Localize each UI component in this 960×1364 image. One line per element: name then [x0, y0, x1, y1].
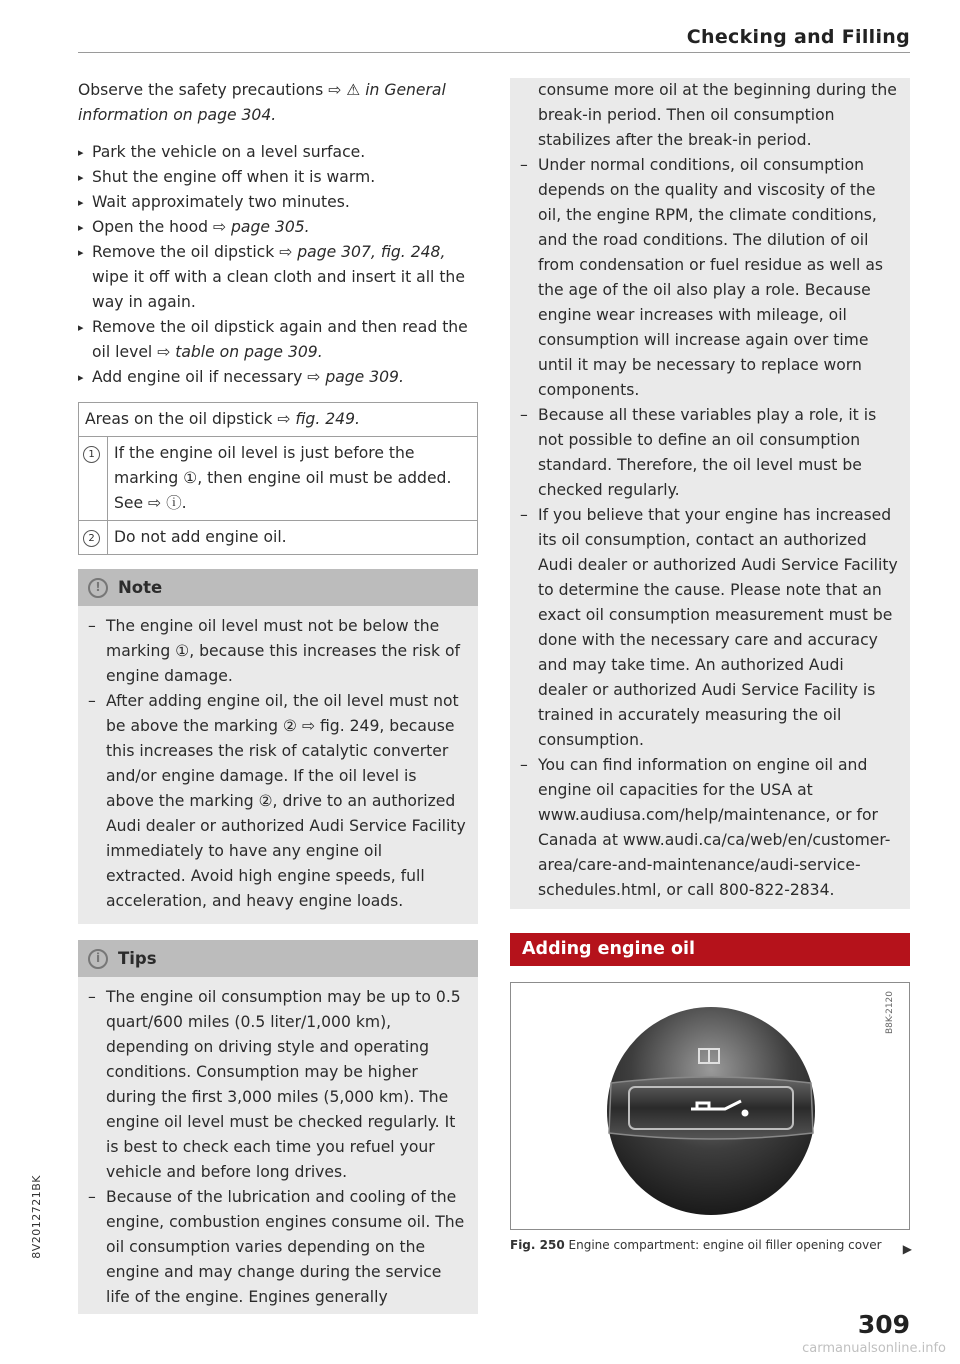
table-reference-link[interactable]: table on page 309.: [175, 343, 323, 361]
note-box: [78, 569, 478, 924]
step-text-continued: wipe it off with a clean cloth and insert it all the way in again.: [92, 268, 465, 311]
section-heading-adding-engine-oil: Adding engine oil: [510, 933, 910, 966]
step-text: Shut the engine off when it is warm.: [92, 168, 376, 186]
figure-oil-filler-cap: [510, 982, 910, 1230]
intro-reference-link[interactable]: in General information on page 304.: [78, 81, 446, 124]
tips-item: – If you believe that your engine has increased its oil consumption, contact an authorized Audi dealer or authorized Audi Service Facility to determine the cause. Please note that an exact oil consumption measurement must be done with the necessary care and accuracy and may take time. An authorized Audi dealer or authorized Audi Service Facility is trained in accurately measuring the oil consumption.: [520, 503, 898, 753]
step-text: Open the hood ⇨: [92, 218, 231, 236]
tips-item: – Because all these variables play a role, it is not possible to define an oil consumption standard. Therefore, the oil level must be checked regularly.: [520, 403, 898, 503]
tips-item: – The engine oil consumption may be up to 0.5 quart/600 miles (0.5 liter/1,000 km), depending on driving style and operating conditions. Consumption may be higher during the first 3,000 miles (5,000 km). The engine oil level must be checked regularly. It is best to check each time you refuel your vehicle and before long drives.: [88, 985, 466, 1185]
row-number-cell: [79, 437, 108, 521]
circled-number: 2: [83, 530, 100, 547]
tips-item: – Under normal conditions, oil consumption depends on the quality and viscosity of the oil, the engine RPM, the climate conditions, and the road conditions. The dilution of oil from condensation or fuel residue as well as the age of the oil also play a role. Because engine wear increases with mileage, oil consumption will increase again over time until it may be necessary to replace worn components.: [520, 153, 898, 403]
tips-title: Tips: [118, 949, 157, 968]
step-item: [78, 365, 478, 390]
intro-text: Observe the safety precautions ⇨ ⚠: [78, 81, 366, 99]
right-column: [510, 78, 910, 1255]
left-column: [78, 78, 478, 1314]
step-item: [78, 215, 478, 240]
figure-reference-link[interactable]: fig. 249.: [295, 410, 360, 428]
step-text: Remove the oil dipstick again and then read the oil level ⇨: [92, 318, 468, 361]
note-item: – After adding engine oil, the oil level must not be above the marking ② ⇨ fig. 249, because this increases the risk of catalytic converter and/or engine damage. If the oil level is above the marking ②, drive to an authorized Audi dealer or authorized Audi Service Facility immediately to have any engine oil extracted. Avoid high engine speeds, full acceleration, and heavy engine loads.: [88, 689, 466, 914]
step-text: Wait approximately two minutes.: [92, 193, 350, 211]
page-reference-link[interactable]: page 309.: [325, 368, 404, 386]
page-reference-link[interactable]: page 307, fig. 248,: [297, 243, 446, 261]
table-header-text: Areas on the oil dipstick ⇨: [85, 410, 296, 428]
step-item: [78, 165, 478, 190]
continue-arrow-icon: ▶: [902, 1242, 912, 1256]
figure-caption-text: Engine compartment: engine oil filler opening cover: [568, 1238, 882, 1252]
intro-paragraph: [78, 78, 478, 128]
tips-body: [78, 977, 478, 1314]
note-title: Note: [118, 578, 163, 597]
tips-continuation: consume more oil at the beginning during the break-in period. Then oil consumption stabilizes after the break-in period.: [538, 81, 897, 149]
procedure-steps: [78, 140, 478, 390]
circled-number: 1: [83, 446, 100, 463]
step-item: [78, 140, 478, 165]
step-item: [78, 240, 478, 315]
note-item: – The engine oil level must not be below the marking ①, because this increases the risk of engine damage.: [88, 614, 466, 689]
note-body: [78, 606, 478, 924]
step-item: [78, 315, 478, 365]
note-header: [78, 569, 478, 606]
figure-label: Fig. 250: [510, 1238, 565, 1252]
tips-item: – Because of the lubrication and cooling of the engine, combustion engines consume oil. The oil consumption varies depending on the engine and may change during the service life of the engine. Engines generally: [88, 1185, 466, 1310]
tips-box: [78, 940, 478, 1314]
oil-filler-cap-illustration: [511, 983, 909, 1229]
step-text: Remove the oil dipstick ⇨: [92, 243, 298, 261]
table-row: [79, 521, 478, 555]
tips-header: [78, 940, 478, 977]
document-code: 8V2012721BK: [30, 1175, 43, 1259]
figure-code: B8K-2120: [885, 991, 895, 1035]
page-header-title: Checking and Filling: [686, 26, 910, 48]
table-row: [79, 437, 478, 521]
tips-box-continued: [510, 78, 910, 909]
step-text: Add engine oil if necessary ⇨: [92, 368, 326, 386]
exclamation-icon: !: [88, 578, 108, 598]
page-reference-link[interactable]: page 305.: [231, 218, 310, 236]
tips-item: – You can find information on engine oil and engine oil capacities for the USA at www.audiusa.com/help/maintenance, or for Canada at www.audi.ca/ca/web/en/customer-area/care-and-maintenance/audi-service-schedules.html, or call 800-822-2834.: [520, 753, 898, 903]
figure-caption: [510, 1236, 910, 1255]
row-text-cell: Do not add engine oil.: [108, 521, 478, 555]
step-item: [78, 190, 478, 215]
table-header: [79, 403, 478, 437]
page-number: 309: [857, 1310, 910, 1339]
step-text: Park the vehicle on a level surface.: [92, 143, 366, 161]
row-number-cell: [79, 521, 108, 555]
header-divider: [78, 52, 910, 53]
info-icon: i: [88, 949, 108, 969]
watermark: carmanualsonline.info: [802, 1341, 946, 1356]
row-text-cell: If the engine oil level is just before the marking ①, then engine oil must be added. See ⇨ ⓘ.: [108, 437, 478, 521]
dipstick-areas-table: [78, 402, 478, 555]
